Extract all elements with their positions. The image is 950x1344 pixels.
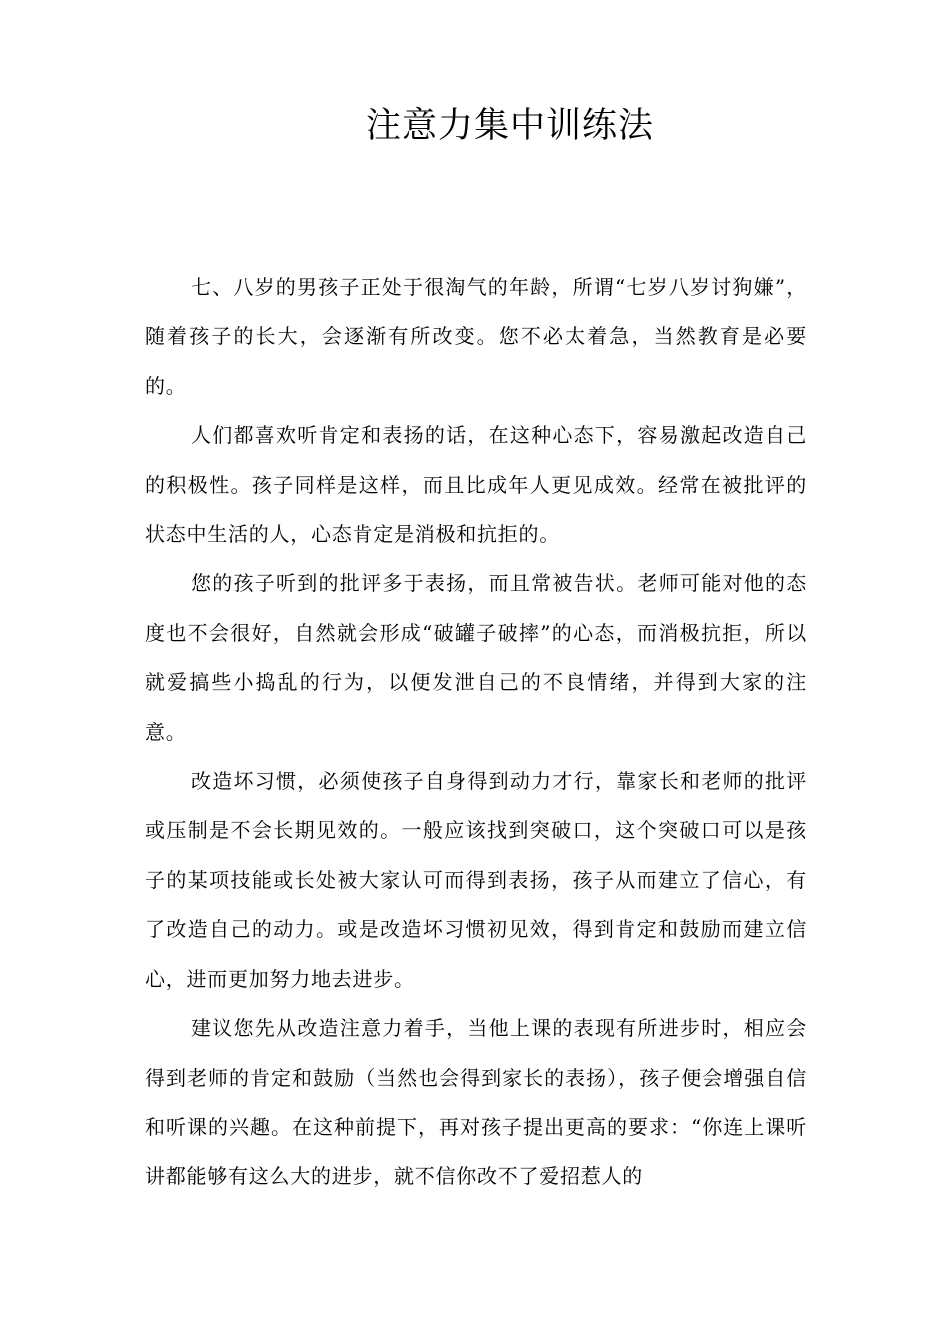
document-body <box>145 263 807 1202</box>
document-title: 注意力集中训练法 <box>365 106 654 146</box>
paragraph: 七、八岁的男孩子正处于很淘气的年龄，所谓“七岁八岁讨狗嫌”，随着孩子的长大，会逐渐有所改变。您不必太着急，当然教育是必要的。 <box>145 275 807 398</box>
paragraph: 改造坏习惯，必须使孩子自身得到动力才行，靠家长和老师的批评或压制是不会长期见效的。一般应该找到突破口，这个突破口可以是孩子的某项技能或长处被大家认可而得到表扬，孩子从而建立了信心，有了改造自己的动力。或是改造坏习惯初见效，得到肯定和鼓励而建立信心，进而更加努力地去进步。 <box>145 769 807 991</box>
paragraph: 人们都喜欢听肯定和表扬的话，在这种心态下，容易激起改造自己的积极性。孩子同样是这样，而且比成年人更见成效。经常在被批评的状态中生活的人，心态肯定是消极和抗拒的。 <box>145 423 807 547</box>
paragraph: 建议您先从改造注意力着手，当他上课的表现有所进步时，相应会得到老师的肯定和鼓励（当然也会得到家长的表扬），孩子便会增强自信和听课的兴趣。在这种前提下，再对孩子提出更高的要求：“你连上课听讲都能够有这么大的进步，就不信你改不了爱招惹人的 <box>145 1016 807 1189</box>
paragraph: 您的孩子听到的批评多于表扬，而且常被告状。老师可能对他的态度也不会很好，自然就会形成“破罐子破摔”的心态，而消极抗拒，所以就爱搞些小捣乱的行为，以便发泄自己的不良情绪，并得到大家的注意。 <box>145 571 807 744</box>
